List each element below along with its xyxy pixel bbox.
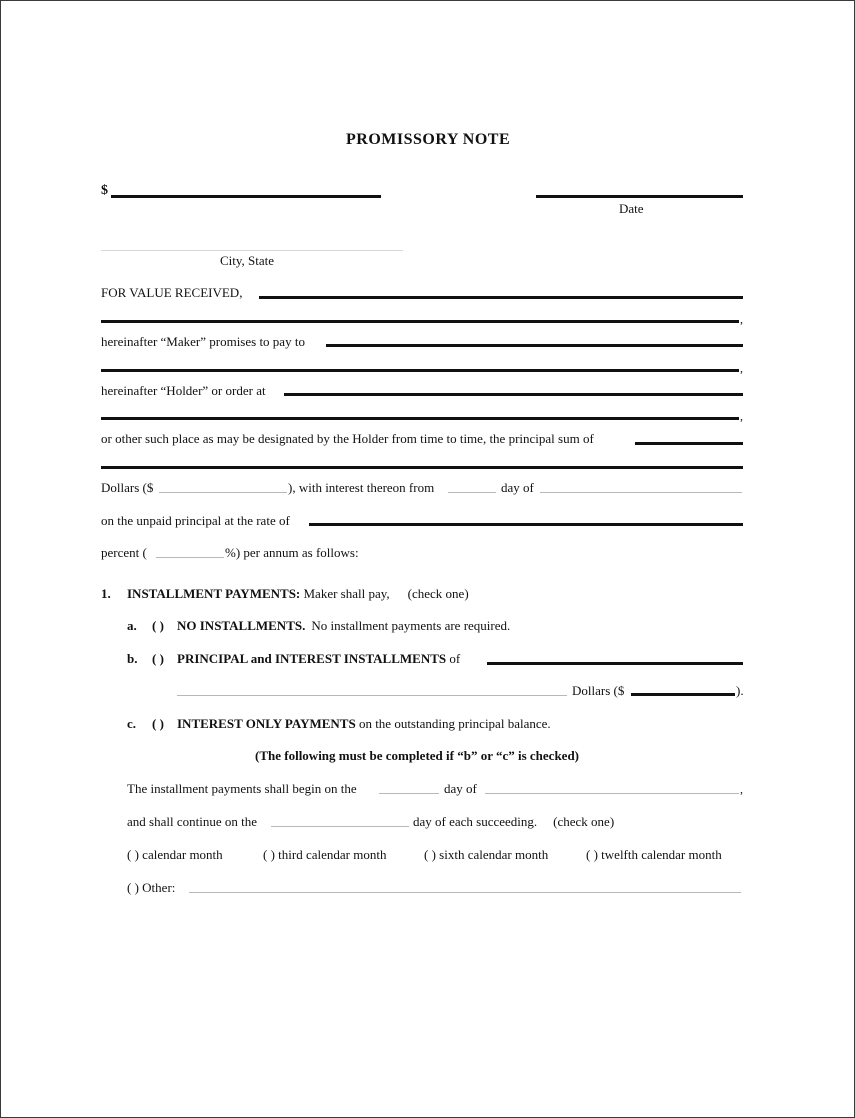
option-c-title: INTEREST ONLY PAYMENTS — [177, 716, 356, 731]
installment-payments-title: INSTALLMENT PAYMENTS: — [127, 586, 301, 601]
continue-on-label: and shall continue on the — [127, 814, 257, 829]
begin-on-label: The installment payments shall begin on the — [127, 781, 357, 796]
installment-payments-text: Maker shall pay, — [303, 586, 390, 601]
payee-field-line-2[interactable] — [101, 369, 739, 372]
unpaid-principal-rate-label: on the unpaid principal at the rate of — [101, 513, 290, 528]
option-a-desc: No installment payments are required. — [311, 618, 511, 633]
payee-field-line[interactable] — [326, 344, 743, 347]
other-field-line[interactable] — [189, 892, 741, 893]
principal-sum-field-line-2[interactable] — [101, 466, 743, 469]
maker-clause-label: hereinafter “Maker” promises to pay to — [101, 334, 305, 349]
sixth-calendar-month-option[interactable] — [424, 847, 548, 862]
principal-sum-field-line[interactable] — [635, 442, 743, 445]
for-value-received-label: FOR VALUE RECEIVED, — [101, 285, 243, 300]
calendar-month-label: calendar month — [142, 847, 223, 862]
maker-name-field-line-2[interactable] — [101, 320, 739, 323]
calendar-month-option[interactable] — [127, 847, 223, 862]
amount-field-line[interactable] — [111, 195, 381, 198]
installment-amount-field-line[interactable] — [631, 693, 735, 696]
sixth-calendar-month-checkbox[interactable]: ( ) — [424, 847, 436, 862]
dollars-label: Dollars ($ — [101, 480, 154, 495]
option-a-title: NO INSTALLMENTS. — [177, 618, 306, 633]
begin-day-of-label: day of — [444, 781, 477, 796]
continue-day-field-line[interactable] — [271, 826, 409, 827]
option-b-of: of — [449, 651, 461, 666]
holder-address-field-line-2[interactable] — [101, 417, 739, 420]
dollars-amount-field-line[interactable] — [159, 492, 287, 493]
other-label: Other: — [142, 880, 176, 895]
third-calendar-month-option[interactable] — [263, 847, 386, 862]
interest-from-label: ), with interest thereon from — [288, 480, 435, 495]
installment-amount-words-field-line-2[interactable] — [177, 695, 567, 696]
date-label: Date — [619, 201, 644, 216]
option-b-title: PRINCIPAL and INTEREST INSTALLMENTS — [177, 651, 447, 666]
option-b-text — [177, 651, 460, 666]
percent-label: percent ( — [101, 545, 147, 560]
completion-instruction: (The following must be completed if “b” or “c” is checked) — [255, 748, 580, 763]
per-annum-label: %) per annum as follows: — [225, 545, 359, 560]
interest-day-field-line[interactable] — [448, 492, 496, 493]
calendar-month-checkbox[interactable]: ( ) — [127, 847, 139, 862]
comma-mark: , — [740, 312, 743, 326]
option-c-checkbox[interactable]: ( ) — [152, 716, 164, 731]
twelfth-calendar-month-label: twelfth calendar month — [601, 847, 722, 862]
dollar-sign: $ — [101, 183, 108, 198]
option-c-text — [177, 716, 551, 731]
begin-month-field-line[interactable] — [485, 793, 739, 794]
interest-month-field-line[interactable] — [540, 492, 742, 493]
begin-day-field-line[interactable] — [379, 793, 439, 794]
maker-name-field-line[interactable] — [259, 296, 743, 299]
principal-sum-label: or other such place as may be designated by the Holder from time to time, the principal sum of — [101, 431, 594, 446]
installment-amount-words-field-line[interactable] — [487, 662, 743, 665]
option-c-letter: c. — [127, 716, 137, 731]
page-title: PROMISSORY NOTE — [346, 131, 511, 148]
percent-field-line[interactable] — [156, 557, 224, 558]
date-field-line[interactable] — [536, 195, 743, 198]
option-c-desc: on the outstanding principal balance. — [358, 716, 551, 731]
option-a-checkbox[interactable]: ( ) — [152, 618, 164, 633]
holder-clause-label: hereinafter “Holder” or order at — [101, 383, 266, 398]
option-b-checkbox[interactable]: ( ) — [152, 651, 164, 666]
installment-payments-heading — [127, 586, 469, 601]
check-one-label-2: (check one) — [553, 814, 615, 829]
each-succeeding-text: day of each succeeding. — [413, 814, 538, 829]
city-state-label: City, State — [220, 253, 275, 268]
third-calendar-month-label: third calendar month — [278, 847, 387, 862]
other-checkbox[interactable]: ( ) — [127, 880, 139, 895]
twelfth-calendar-month-option[interactable] — [586, 847, 722, 862]
city-state-field-line[interactable] — [101, 250, 403, 251]
sixth-calendar-month-label: sixth calendar month — [439, 847, 549, 862]
option-a-letter: a. — [127, 618, 137, 633]
option-b-letter: b. — [127, 651, 138, 666]
holder-address-field-line[interactable] — [284, 393, 743, 396]
twelfth-calendar-month-checkbox[interactable]: ( ) — [586, 847, 598, 862]
third-calendar-month-checkbox[interactable]: ( ) — [263, 847, 275, 862]
each-succeeding-label — [413, 814, 614, 829]
other-option[interactable] — [127, 880, 175, 895]
rate-field-line[interactable] — [309, 523, 743, 526]
section-number: 1. — [101, 586, 111, 601]
comma-mark: , — [740, 361, 743, 375]
day-of-label: day of — [501, 480, 534, 495]
check-one-label: (check one) — [407, 586, 469, 601]
option-b-dollars-label: Dollars ($ — [572, 683, 625, 698]
comma-mark: , — [740, 782, 743, 796]
option-a-text — [177, 618, 510, 633]
comma-mark: , — [740, 409, 743, 423]
option-b-close: ). — [736, 683, 744, 698]
